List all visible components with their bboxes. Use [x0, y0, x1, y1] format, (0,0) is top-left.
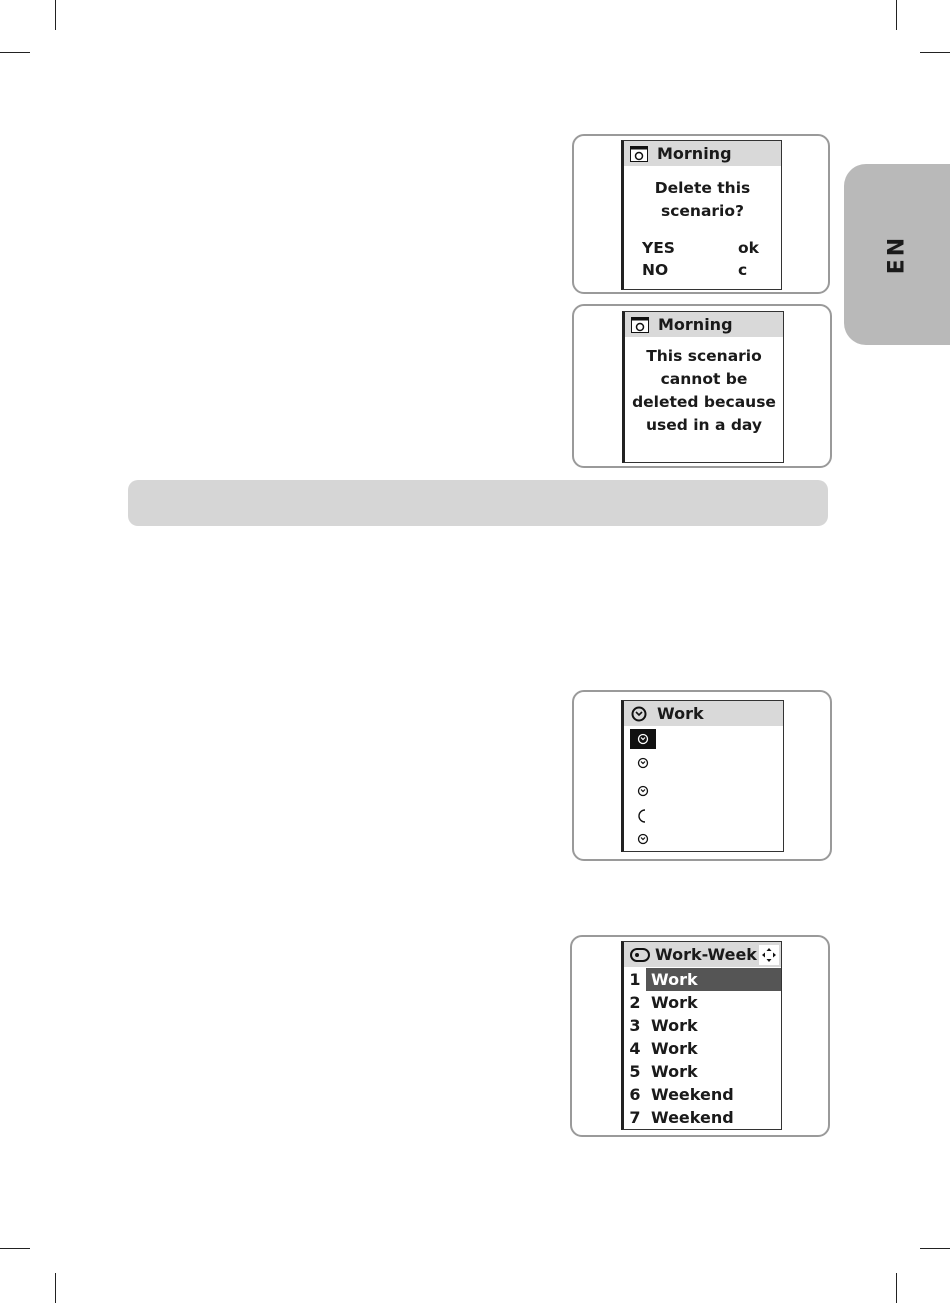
crop-mark	[0, 52, 30, 53]
timeslot-row[interactable]	[630, 753, 656, 773]
day-scenario: Work	[651, 1039, 698, 1058]
day-scenario: Work	[651, 1062, 698, 1081]
day-row[interactable]	[624, 1014, 781, 1037]
screen-work-day-panel	[572, 690, 832, 861]
crop-mark	[896, 0, 897, 30]
day-scenario: Work	[646, 968, 781, 991]
message-line: scenario?	[660, 202, 745, 220]
lcd-header	[624, 701, 783, 726]
message-line: Delete this	[654, 179, 751, 197]
crop-mark	[920, 52, 950, 53]
crop-mark	[55, 1273, 56, 1303]
day-number: 1	[629, 970, 641, 989]
message-line: deleted because	[632, 393, 776, 411]
clock-icon	[637, 782, 649, 801]
message-line: This scenario	[646, 347, 762, 365]
day-number: 6	[629, 1085, 641, 1104]
day-row[interactable]	[624, 1060, 781, 1083]
lcd-display	[621, 140, 782, 290]
scenario-icon	[630, 316, 650, 334]
screen-title: Work	[657, 704, 704, 723]
section-heading-bar	[128, 480, 828, 526]
week-icon	[630, 948, 650, 962]
clock-icon	[637, 754, 649, 773]
crop-mark	[920, 1248, 950, 1249]
lcd-header	[624, 942, 781, 967]
clock-icon	[629, 705, 649, 723]
day-number: 4	[629, 1039, 641, 1058]
day-scenario: Work	[651, 993, 698, 1012]
message-line: used in a day	[645, 416, 763, 434]
four-way-arrow-icon[interactable]	[759, 945, 779, 965]
day-row[interactable]	[624, 1083, 781, 1106]
crop-mark	[55, 0, 56, 30]
screen-work-week-panel	[570, 935, 830, 1137]
screen-title: Morning	[657, 144, 732, 163]
message	[624, 177, 781, 223]
day-number: 2	[629, 993, 641, 1012]
lcd-display	[622, 311, 784, 463]
timeslot-row[interactable]	[630, 781, 656, 801]
screen-title: Morning	[658, 315, 733, 334]
timeslot-row[interactable]	[630, 807, 656, 827]
day-row[interactable]	[624, 991, 781, 1014]
clock-icon	[637, 830, 649, 849]
crop-mark	[0, 1248, 30, 1249]
language-tab	[844, 164, 950, 345]
day-number: 7	[629, 1108, 641, 1127]
screen-title: Work-Week	[655, 945, 757, 964]
lcd-display	[621, 700, 784, 852]
moon-icon	[637, 808, 649, 827]
message-line: cannot be	[660, 370, 748, 388]
day-scenario: Weekend	[651, 1085, 734, 1104]
lcd-display	[621, 941, 782, 1130]
language-tab-label: EN	[884, 234, 910, 275]
day-row[interactable]	[624, 1106, 781, 1129]
no-option[interactable]: NO	[642, 261, 669, 279]
crop-mark	[896, 1273, 897, 1303]
lcd-header	[624, 141, 781, 166]
screen-cannot-delete-panel	[572, 304, 832, 468]
clock-icon	[637, 730, 649, 749]
yes-option[interactable]: YES	[642, 239, 675, 257]
day-row[interactable]	[624, 1037, 781, 1060]
ok-key: ok	[738, 239, 759, 257]
lcd-header	[625, 312, 783, 337]
day-scenario: Weekend	[651, 1108, 734, 1127]
day-row-selected[interactable]	[624, 968, 781, 991]
c-key: c	[738, 261, 748, 279]
timeslot-row-selected[interactable]	[630, 729, 656, 749]
day-number: 3	[629, 1016, 641, 1035]
day-number: 5	[629, 1062, 641, 1081]
scenario-icon	[629, 145, 649, 163]
timeslot-row[interactable]	[630, 829, 656, 849]
day-scenario: Work	[651, 1016, 698, 1035]
screen-delete-confirm-panel	[572, 134, 830, 294]
message	[625, 345, 783, 437]
